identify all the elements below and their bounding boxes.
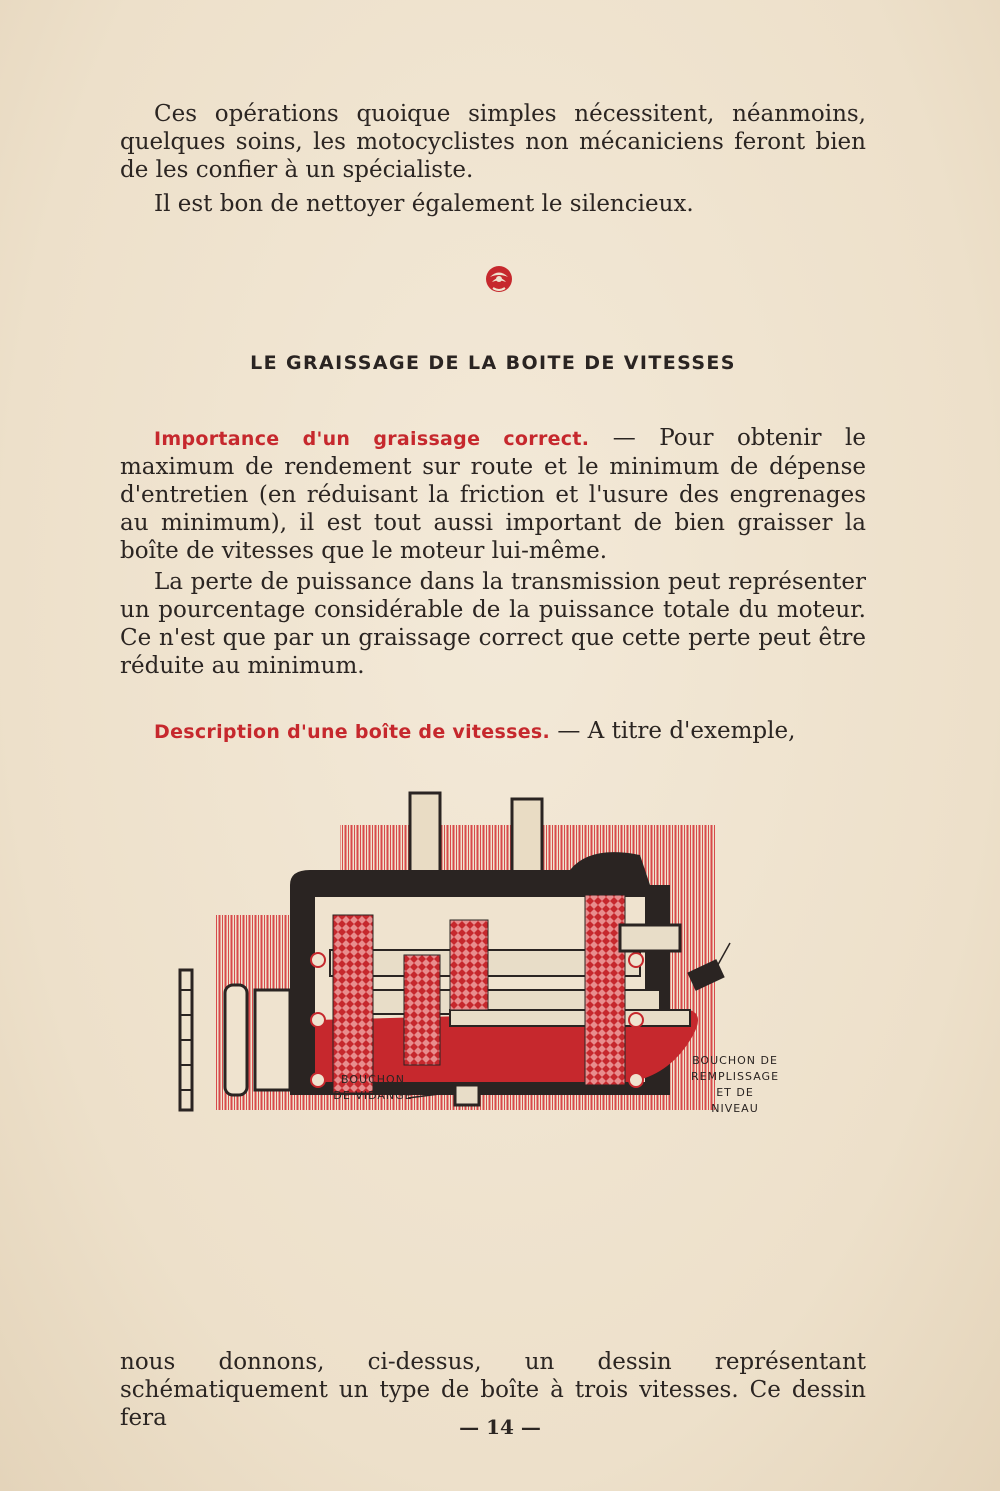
- rose-ornament-icon: [479, 262, 519, 296]
- description-body: — A titre d'exemple,: [550, 718, 796, 744]
- paragraph-perte: La perte de puissance dans la transmission peut représenter un pourcentage considérable de la puissance totale du moteur. Ce n'est que par un graissage correct que cette perte peut être réduite au minimum.: [120, 569, 866, 679]
- page-number: — 14 —: [459, 1415, 541, 1439]
- importance-lead: Importance d'un graissage correct.: [154, 428, 590, 450]
- callout-filler-line4: NIVEAU: [711, 1102, 759, 1115]
- paragraph-operations: Ces opérations quoique simples nécessitent, néanmoins, quelques soins, les motocyclistes non mécaniciens feront bien de les confier à un spécialiste.: [120, 101, 866, 183]
- paragraph-silencieux: Il est bon de nettoyer également le silencieux.: [154, 191, 694, 217]
- callout-filler-line1: BOUCHON DE: [692, 1054, 778, 1067]
- callout-filler-line3: ET DE: [716, 1086, 754, 1099]
- importance-body: — Pour obtenir le maximum de rendement sur route et le minimum de dépense d'entretien (en réduisant la friction et l'usure des engrenages au minimum), il est tout aussi important de bien graisser la boîte de vitesses que le moteur lui-même.: [120, 425, 866, 564]
- paragraph-schema: nous donnons, ci-dessus, un dessin représentant schématiquement un type de boîte à trois vitesses. Ce dessin fera: [120, 1349, 866, 1431]
- callout-drain-line2: DE VIDANGE: [333, 1089, 413, 1102]
- callout-filler-line2: REMPLISSAGE: [690, 1070, 780, 1083]
- callout-filler-plug: [680, 1053, 790, 1117]
- description-lead: Description d'une boîte de vitesses.: [154, 721, 551, 743]
- paragraph-description: [120, 717, 866, 746]
- callout-drain-plug: [318, 1072, 428, 1104]
- section-heading: LE GRAISSAGE DE LA BOITE DE VITESSES: [250, 352, 736, 374]
- paragraph-importance: [120, 424, 866, 565]
- callout-drain-line1: BOUCHON: [341, 1073, 405, 1086]
